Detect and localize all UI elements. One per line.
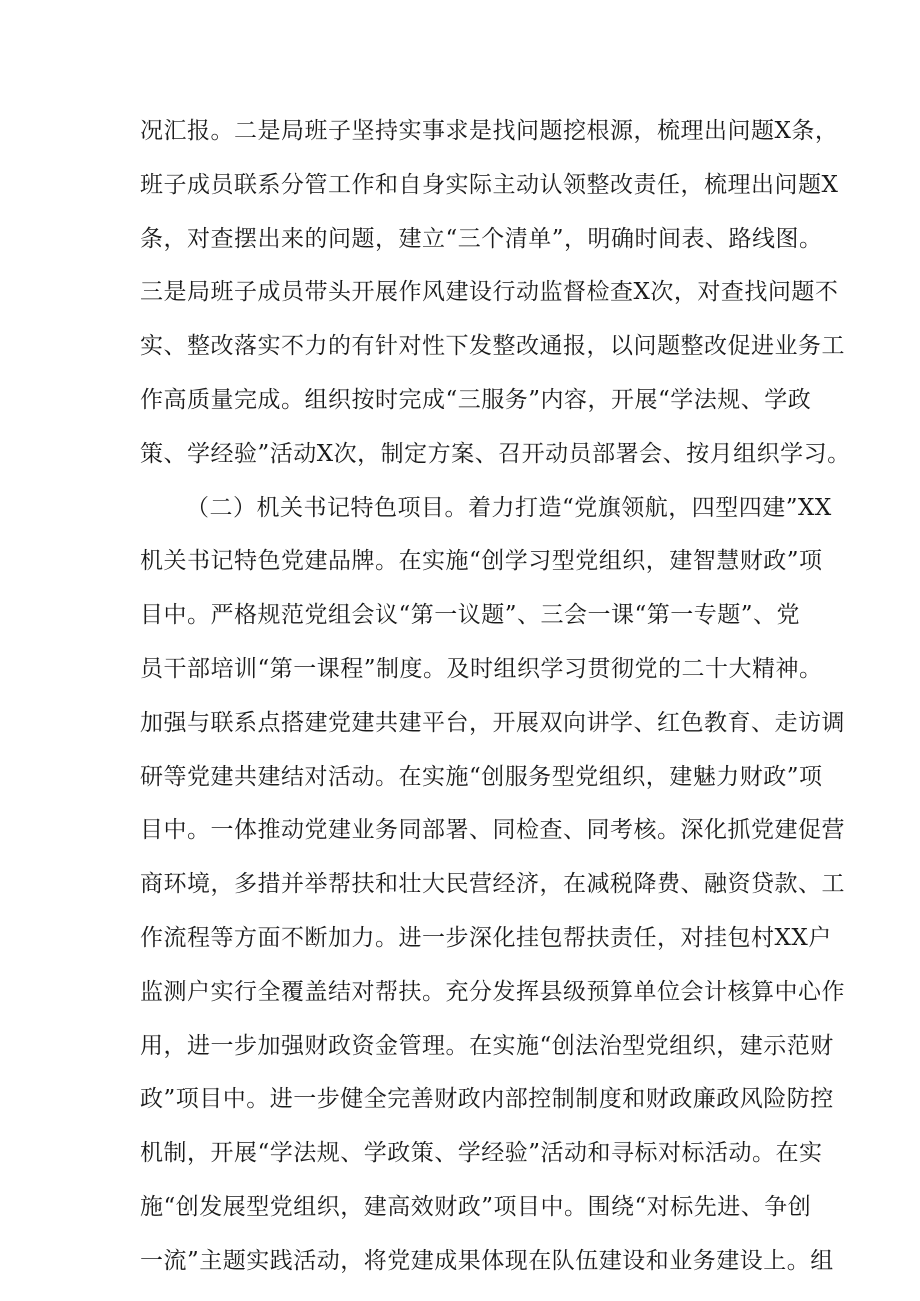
- body-text: [140, 105, 851, 1289]
- text-line: 用，进一步加强财政资金管理。在实施“创法治型党组织，建示范财: [140, 1032, 834, 1059]
- text-line: 加强与联系点搭建党建共建平台，开展双向讲学、红色教育、走访调: [140, 709, 845, 736]
- text-line: 班子成员联系分管工作和自身实际主动认领整改责任，梳理出问题X: [140, 171, 839, 198]
- section-heading-line: （二）机关书记特色项目。着力打造“党旗领航，四型四建”XX: [186, 494, 832, 521]
- text-line: 目中。一体推动党建业务同部署、同检查、同考核。深化抓党建促营: [140, 817, 845, 844]
- text-line: 策、学经验”活动X次，制定方案、召开动员部署会、按月组织学习。: [140, 440, 851, 467]
- text-line: 目中。严格规范党组会议“第一议题”、三会一课“第一专题”、党: [140, 602, 801, 629]
- text-line: 况汇报。二是局班子坚持实事求是找问题挖根源，梳理出问题X条，: [140, 118, 839, 144]
- text-line: 商环境，多措并举帮扶和壮大民营经济，在减税降费、融资贷款、工: [140, 871, 845, 898]
- text-line: 作流程等方面不断加力。进一步深化挂包帮扶责任，对挂包村XX户: [140, 924, 832, 951]
- text-line: 员干部培训“第一课程”制度。及时组织学习贯彻党的二十大精神。: [140, 655, 823, 682]
- text-line: 研等党建共建结对活动。在实施“创服务型党组织，建魅力财政”项: [140, 763, 823, 790]
- text-line: 施“创发展型党组织，建高效财政”项目中。围绕“对标先进、争创: [140, 1193, 812, 1220]
- text-line: 一流”主题实践活动，将党建成果体现在队伍建设和业务建设上。组: [140, 1247, 834, 1274]
- text-line: 三是局班子成员带头开展作风建设行动监督检查X次，对查找问题不: [140, 279, 839, 306]
- text-line: 机关书记特色党建品牌。在实施“创学习型党组织，建智慧财政”项: [140, 548, 823, 575]
- text-line: 作高质量完成。组织按时完成“三服务”内容，开展“学法规、学政: [140, 386, 812, 413]
- text-line: 政”项目中。进一步健全完善财政内部控制制度和财政廉政风险防控: [140, 1086, 834, 1113]
- text-line: 监测户实行全覆盖结对帮扶。充分发挥县级预算单位会计核算中心作: [140, 978, 845, 1005]
- text-line: 实、整改落实不力的有针对性下发整改通报，以问题整改促进业务工: [140, 333, 845, 360]
- text-line: 条，对查摆出来的问题，建立“三个清单”，明确时间表、路线图。: [140, 225, 823, 252]
- text-line: 机制，开展“学法规、学政策、学经验”活动和寻标对标活动。在实: [140, 1140, 823, 1167]
